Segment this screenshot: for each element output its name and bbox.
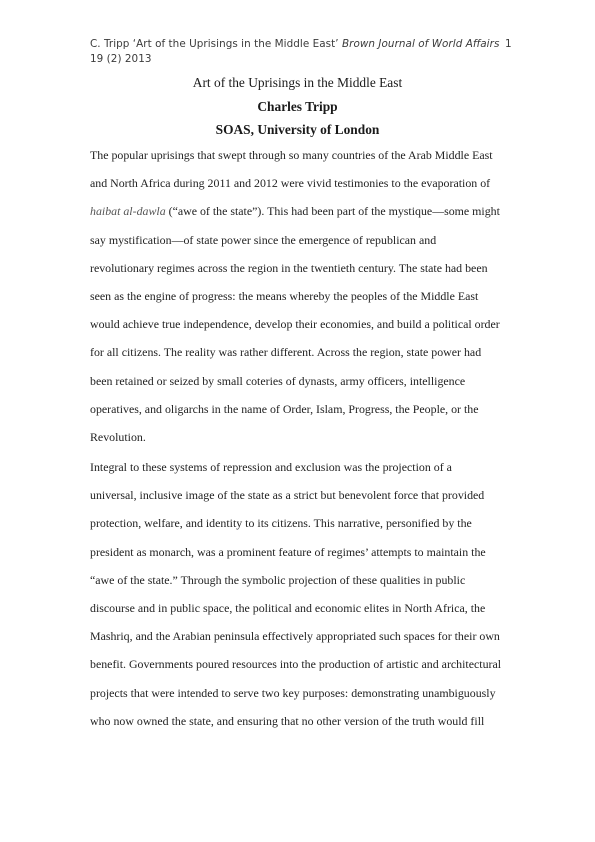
running-head-title: C. Tripp ‘Art of the Uprisings in the Middle East’ (90, 38, 339, 50)
text-line: Mashriq, and the Arabian peninsula effectively appropriated such spaces for their own (90, 629, 500, 644)
text-line: projects that were intended to serve two key purposes: demonstrating unambiguously (90, 685, 496, 700)
text-line: who now owned the state, and ensuring that no other version of the truth would fill (90, 713, 485, 728)
text-line: The popular uprisings that swept through so many countries of the Arab Middle East (90, 148, 493, 162)
text-line: been retained or seized by small coteries of dynasts, army officers, intelligence (90, 373, 466, 388)
page-number: 1 (505, 38, 512, 50)
volume-issue-year: 19 (2) 2013 (90, 53, 152, 65)
author-name: Charles Tripp (257, 99, 338, 114)
text-line: discourse and in public space, the political and economic elites in North Africa, the (90, 601, 486, 615)
text-line: benefit. Governments poured resources into the production of artistic and architectural (90, 657, 502, 672)
text-line: for all citizens. The reality was rather different. Across the region, state power had (90, 345, 482, 360)
text-line-rest: (“awe of the state”). This had been part of the mystique—some might (165, 204, 500, 219)
text-line: say mystification—of state power since the emergence of republican and (90, 232, 437, 247)
text-line: protection, welfare, and identity to its citizens. This narrative, personified by the (90, 516, 472, 531)
text-line (90, 204, 500, 219)
journal-name: Brown Journal of World Affairs (341, 38, 500, 50)
article-title: Art of the Uprisings in the Middle East (192, 75, 403, 90)
italic-term: haibat al-dawla (90, 204, 166, 219)
text-line: would achieve true independence, develop their economies, and build a political order (90, 317, 500, 332)
text-line: “awe of the state.” Through the symbolic projection of these qualities in public (90, 572, 466, 587)
running-header (90, 38, 499, 50)
text-line: revolutionary regimes across the region in the twentieth century. The state had been (90, 260, 488, 275)
text-line: universal, inclusive image of the state as a strict but benevolent force that provided (90, 488, 485, 503)
text-line: operatives, and oligarchs in the name of Order, Islam, Progress, the People, or the (90, 401, 479, 416)
author-affiliation: SOAS, University of London (215, 122, 380, 137)
text-line: seen as the engine of progress: the means whereby the peoples of the Middle East (90, 289, 479, 303)
text-line: president as monarch, was a prominent feature of regimes’ attempts to maintain the (90, 544, 486, 559)
text-line: Revolution. (90, 430, 146, 444)
text-line: and North Africa during 2011 and 2012 were vivid testimonies to the evaporation of (90, 176, 491, 191)
text-line: Integral to these systems of repression and exclusion was the projection of a (90, 460, 452, 474)
